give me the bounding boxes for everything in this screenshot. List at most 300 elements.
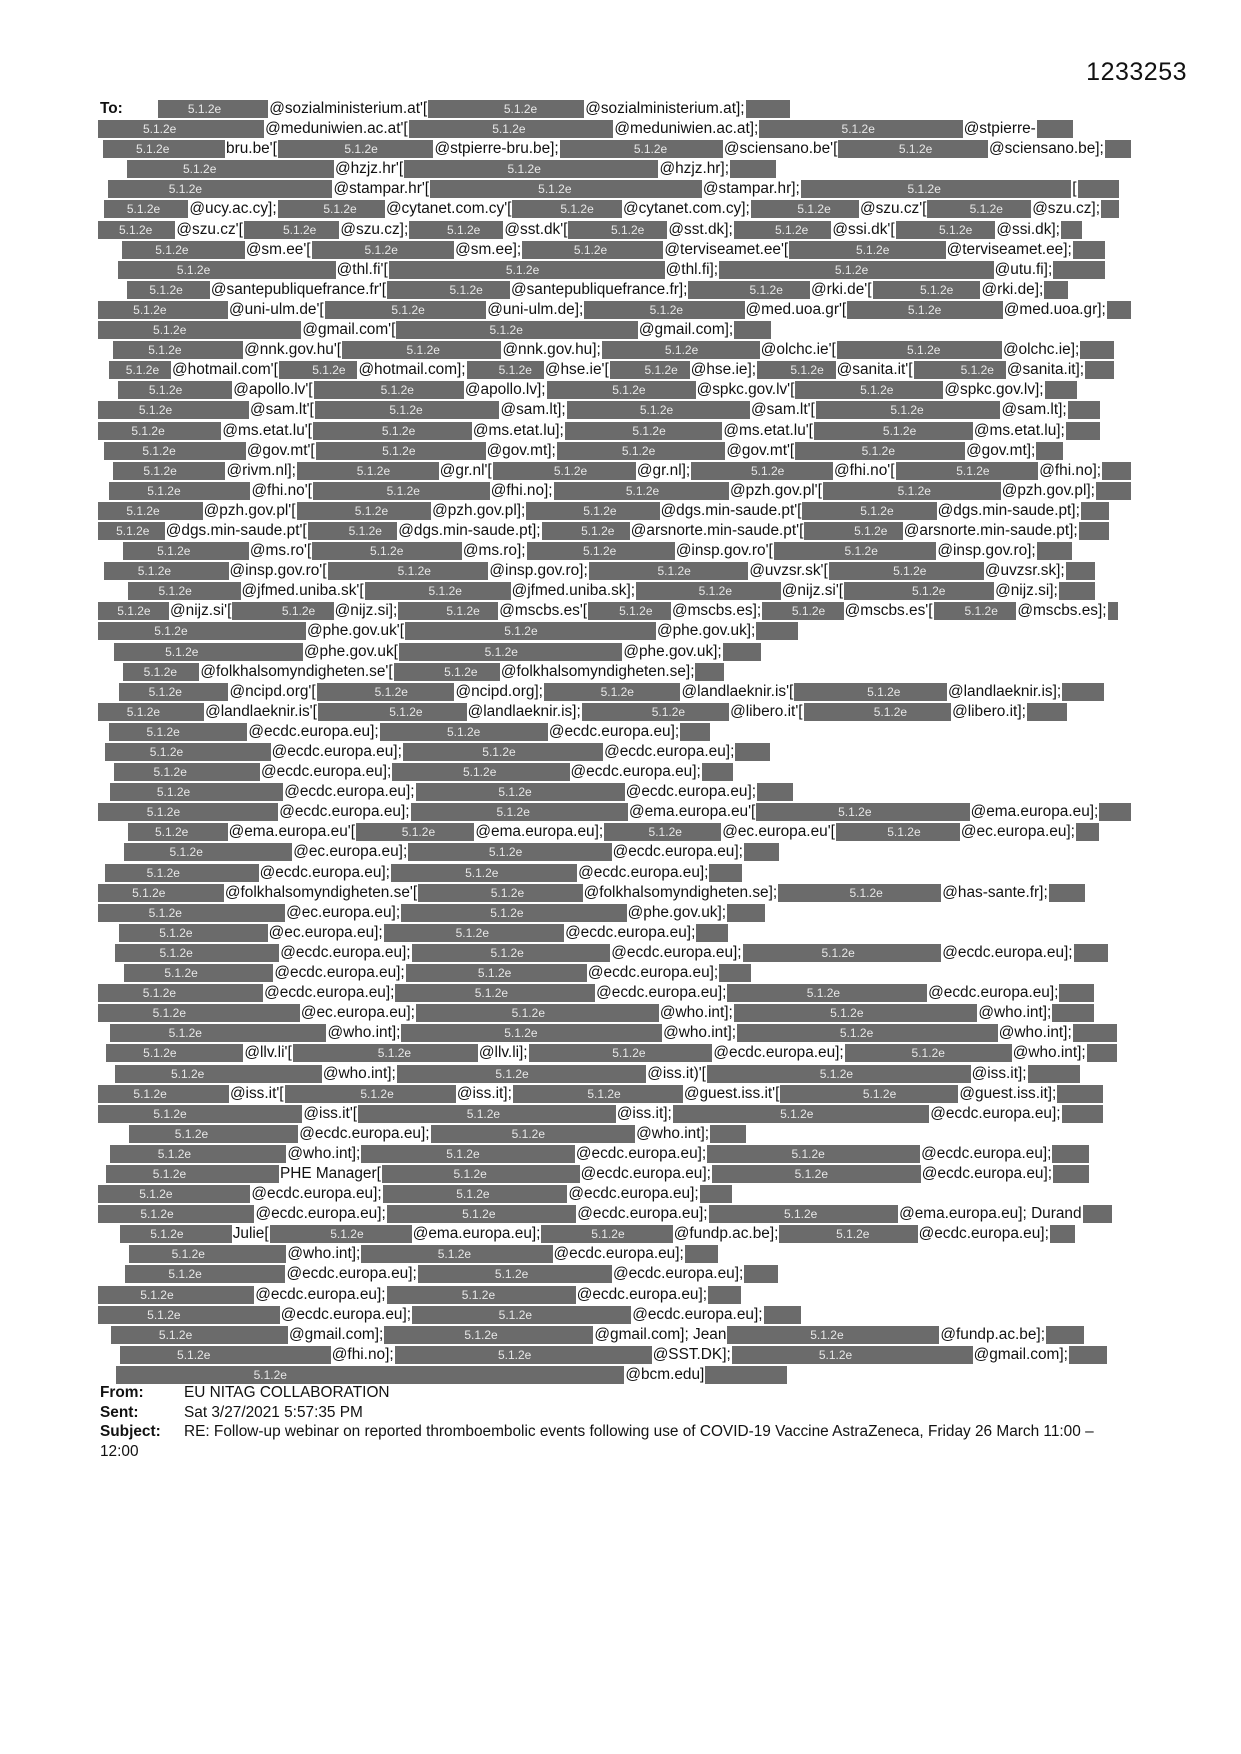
redaction-code: 5.1.2e — [171, 1247, 205, 1262]
redaction-code: 5.1.2e — [621, 443, 656, 458]
recipient-fragment: @nijz.si'[ — [781, 582, 844, 600]
recipient-line — [98, 863, 1131, 883]
recipient-line — [98, 240, 1131, 260]
recipient-fragment: @sanita.it]; — [1006, 361, 1085, 379]
redaction-code: 5.1.2e — [507, 162, 541, 177]
recipient-fragment: @ec.europa.eu]; — [960, 823, 1075, 841]
recipient-fragment: @iss.it]; — [616, 1104, 672, 1122]
redaction-code: 5.1.2e — [143, 463, 177, 478]
recipient-line — [98, 1305, 1131, 1325]
recipient-fragment: @ec.europa.eu]; — [293, 843, 408, 861]
redaction-code: 5.1.2e — [560, 202, 594, 217]
redaction-code: 5.1.2e — [619, 604, 653, 619]
recipient-line — [98, 621, 1131, 641]
recipient-fragment: @med.uoa.gr'[ — [745, 300, 847, 318]
to-label: To: — [100, 99, 127, 119]
recipient-fragment: @libero.it'[ — [730, 702, 803, 720]
recipient-fragment: @ecdc.europa.eu]; — [299, 1124, 430, 1142]
recipient-fragment: @dgs.min-saude.pt]; — [937, 501, 1080, 519]
recipient-fragment: @stpierre- — [963, 120, 1036, 138]
redaction-bar — [118, 261, 1105, 279]
redaction-code: 5.1.2e — [497, 1347, 532, 1362]
recipient-fragment: @insp.gov.ro]; — [489, 562, 588, 580]
recipient-fragment: @ecdc.europa.eu]; — [280, 943, 411, 961]
recipient-fragment: @gr.nl'[ — [439, 461, 492, 479]
redaction-code: 5.1.2e — [446, 1146, 480, 1161]
recipient-fragment: @hzjz.hr'[ — [334, 160, 404, 178]
redaction-code: 5.1.2e — [118, 222, 153, 237]
redaction-code: 5.1.2e — [862, 1086, 897, 1101]
recipient-fragment: @szu.cz'[ — [859, 200, 927, 218]
redaction-code: 5.1.2e — [380, 383, 414, 398]
recipient-line — [98, 1184, 1131, 1204]
redaction-code: 5.1.2e — [503, 102, 538, 116]
redaction-code: 5.1.2e — [183, 162, 217, 177]
redaction-code: 5.1.2e — [444, 664, 478, 679]
recipient-fragment: @apollo.lv]; — [464, 381, 546, 399]
recipient-fragment: @nijz.si'[ — [170, 602, 232, 620]
recipient-fragment: @jfmed.uniba.sk]; — [511, 582, 636, 600]
redaction-code: 5.1.2e — [860, 383, 894, 398]
redaction-code: 5.1.2e — [156, 785, 191, 800]
recipient-fragment: @ecdc.europa.eu]; — [612, 1265, 744, 1283]
recipient-fragment: @llv.li'[ — [244, 1044, 292, 1062]
redaction-code: 5.1.2e — [344, 142, 378, 157]
redaction-code: 5.1.2e — [126, 202, 161, 217]
recipient-fragment: @jfmed.uniba.sk'[ — [241, 582, 364, 600]
recipient-fragment: @ecdc.europa.eu]; — [284, 783, 415, 801]
redaction-code: 5.1.2e — [143, 1046, 177, 1061]
recipient-fragment: @hse.ie'[ — [544, 361, 609, 379]
redaction-code: 5.1.2e — [465, 865, 499, 880]
recipient-fragment: @gov.mt]; — [966, 441, 1036, 459]
recipient-fragment: @sam.lt'[ — [249, 401, 314, 419]
redaction-code: 5.1.2e — [453, 1166, 487, 1181]
redaction-code: 5.1.2e — [489, 323, 523, 338]
recipient-line — [98, 461, 1131, 481]
recipient-fragment: @landlaeknir.is'[ — [205, 702, 317, 720]
recipient-line — [98, 943, 1131, 963]
recipient-fragment: @sozialministerium.at]; — [585, 100, 745, 117]
recipient-fragment: @insp.gov.ro'[ — [229, 562, 327, 580]
recipient-fragment: @meduniwien.ac.at]; — [614, 120, 759, 138]
recipient-line — [98, 662, 1131, 682]
recipient-fragment: @ecdc.europa.eu]; — [286, 1265, 417, 1283]
redaction-code: 5.1.2e — [783, 1207, 818, 1222]
recipient-fragment: @who.int]; — [322, 1064, 396, 1082]
recipient-fragment: @fhi.no]; — [1039, 461, 1102, 479]
redaction-code: 5.1.2e — [142, 122, 177, 137]
recipient-fragment: @bcm.edu] — [625, 1365, 705, 1383]
redaction-code: 5.1.2e — [142, 986, 177, 1001]
recipient-fragment: @sm.ee]; — [455, 240, 522, 258]
redaction-code: 5.1.2e — [152, 1006, 186, 1021]
recipient-line — [98, 802, 1131, 822]
redaction-code: 5.1.2e — [806, 986, 841, 1001]
recipient-fragment: @ema.europa.eu'[ — [628, 803, 756, 821]
recipient-fragment: @olchc.ie]; — [1002, 341, 1080, 359]
subject-row — [100, 1422, 1100, 1461]
recipient-fragment: @ema.europa.eu]; — [475, 823, 604, 841]
redaction-code: 5.1.2e — [907, 343, 941, 358]
redaction-code: 5.1.2e — [153, 765, 187, 780]
redaction-code: 5.1.2e — [490, 945, 524, 960]
recipient-fragment: @ecdc.europa.eu]; — [565, 923, 696, 941]
redaction-code: 5.1.2e — [389, 403, 423, 418]
recipient-fragment: @terviseamet.ee'[ — [664, 240, 789, 258]
recipient-fragment: @olchc.ie'[ — [760, 341, 836, 359]
redaction-code: 5.1.2e — [504, 624, 538, 639]
recipient-fragment: @ecdc.europa.eu]; — [553, 1245, 684, 1263]
redaction-code: 5.1.2e — [466, 1106, 501, 1121]
redaction-code: 5.1.2e — [157, 1146, 192, 1161]
redaction-code: 5.1.2e — [142, 443, 176, 458]
recipient-line — [98, 702, 1131, 722]
from-row — [100, 1383, 1100, 1403]
redaction-code: 5.1.2e — [610, 222, 645, 237]
subject-value: RE: Follow-up webinar on reported thromboembolic events following use of COVID-19 Vaccine AstraZeneca, Friday 26 March 11:00 –12:00 — [100, 1423, 1094, 1460]
redaction-code: 5.1.2e — [143, 664, 178, 679]
redaction-code: 5.1.2e — [649, 302, 684, 317]
recipient-fragment: @ecdc.europa.eu]; — [921, 1164, 1053, 1182]
recipient-fragment: @ecdc.europa.eu]; — [580, 1164, 711, 1182]
recipient-line — [98, 822, 1131, 842]
redaction-code: 5.1.2e — [956, 463, 990, 478]
recipient-fragment: @gr.nl]; — [636, 461, 691, 479]
recipient-line — [98, 963, 1131, 983]
recipient-fragment: @gmail.com'[ — [302, 321, 396, 339]
redaction-code: 5.1.2e — [861, 443, 895, 458]
recipient-line — [98, 360, 1131, 380]
recipients-block — [98, 99, 1131, 1399]
recipient-line — [98, 1345, 1131, 1365]
recipient-fragment: @who.int]; — [287, 1245, 361, 1263]
recipient-fragment: @folkhalsomyndigheten.se]; — [583, 883, 778, 901]
recipient-fragment: @phe.gov.uk[ — [303, 642, 398, 660]
recipient-line — [98, 782, 1131, 802]
recipient-fragment: @uvzsr.sk'[ — [749, 562, 828, 580]
redaction-code: 5.1.2e — [153, 1106, 187, 1121]
recipient-fragment: @dgs.min-saude.pt]; — [398, 521, 541, 539]
redaction-code: 5.1.2e — [401, 825, 436, 840]
recipient-fragment: @phe.gov.uk'[ — [306, 622, 404, 640]
recipient-fragment: @nijz.si]; — [995, 582, 1058, 600]
redaction-code: 5.1.2e — [838, 805, 872, 820]
recipient-line — [98, 300, 1131, 320]
recipient-fragment: @sam.lt'[ — [750, 401, 815, 419]
redaction-code: 5.1.2e — [158, 1327, 193, 1342]
recipient-fragment: @fundp.ac.be]; — [673, 1225, 779, 1243]
recipient-fragment: @mscbs.es'[ — [499, 602, 588, 620]
redaction-bar — [98, 221, 1082, 239]
recipient-fragment: [ — [1072, 180, 1077, 198]
redaction-code: 5.1.2e — [964, 604, 998, 619]
recipient-fragment: @ema.europa.eu]; — [412, 1225, 541, 1243]
recipient-fragment: @szu.cz]; — [1032, 200, 1100, 218]
recipient-line — [98, 280, 1131, 300]
redaction-code: 5.1.2e — [600, 684, 634, 699]
redaction-code: 5.1.2e — [495, 1066, 529, 1081]
recipient-line — [98, 1124, 1131, 1144]
recipient-fragment: @ecdc.europa.eu]; — [918, 1225, 1049, 1243]
recipient-fragment: @who.int]; — [659, 1004, 733, 1022]
recipient-line — [98, 842, 1131, 862]
redaction-code: 5.1.2e — [969, 202, 1003, 217]
recipient-fragment: @sciensano.be'[ — [723, 140, 838, 158]
redaction-code: 5.1.2e — [849, 885, 883, 900]
recipient-line — [98, 1084, 1131, 1104]
recipient-fragment: @ecdc.europa.eu]; — [576, 1285, 707, 1303]
redaction-code: 5.1.2e — [648, 825, 682, 840]
redaction-code: 5.1.2e — [146, 724, 180, 739]
redaction-code: 5.1.2e — [836, 1227, 870, 1242]
recipient-fragment: @stpierre-bru.be]; — [434, 140, 559, 158]
recipient-line — [98, 340, 1131, 360]
recipient-fragment: @sam.lt]; — [500, 401, 566, 419]
recipient-fragment: @folkhalsomyndigheten.se]; — [500, 662, 695, 680]
recipient-line — [98, 1164, 1131, 1184]
redaction-code: 5.1.2e — [504, 1026, 538, 1041]
recipient-fragment: @ecdc.europa.eu]; — [255, 1205, 386, 1223]
redaction-code: 5.1.2e — [797, 202, 831, 217]
recipient-fragment: @ecdc.europa.eu]; — [942, 943, 1073, 961]
recipient-fragment: @gmail.com]; — [973, 1345, 1068, 1363]
redaction-code: 5.1.2e — [553, 463, 588, 478]
redaction-code: 5.1.2e — [152, 1166, 187, 1181]
recipient-line — [98, 159, 1131, 179]
recipient-fragment: @ec.europa.eu]; — [300, 1004, 415, 1022]
redaction-code: 5.1.2e — [912, 584, 946, 599]
recipient-line — [98, 380, 1131, 400]
recipient-fragment: @gmail.com]; — [638, 321, 734, 339]
recipient-fragment: @guest.iss.it'[ — [683, 1084, 780, 1102]
recipient-fragment: @ecdc.europa.eu]; — [568, 1185, 699, 1203]
recipient-fragment: @uni-ulm.de'[ — [229, 300, 324, 318]
recipient-fragment: @sst.dk'[ — [504, 220, 568, 238]
redaction-code: 5.1.2e — [830, 1006, 864, 1021]
recipient-fragment: @ecdc.europa.eu]; — [575, 1144, 707, 1162]
redaction-code: 5.1.2e — [860, 503, 894, 518]
redaction-code: 5.1.2e — [377, 1046, 412, 1061]
redaction-code: 5.1.2e — [330, 1227, 364, 1242]
recipient-fragment: @meduniwien.ac.at'[ — [265, 120, 408, 138]
recipient-fragment: @phe.gov.uk]; — [623, 642, 722, 660]
redaction-code: 5.1.2e — [136, 142, 170, 157]
redaction-code: 5.1.2e — [356, 463, 391, 478]
recipient-fragment: @ecdc.europa.eu]; — [264, 984, 395, 1002]
redaction-code: 5.1.2e — [750, 463, 785, 478]
recipient-fragment: @who.int]; — [1012, 1044, 1086, 1062]
redaction-code: 5.1.2e — [841, 122, 875, 137]
recipient-fragment: @sanita.it'[ — [836, 361, 913, 379]
recipient-fragment: @ecdc.europa.eu]; — [612, 843, 743, 861]
redaction-code: 5.1.2e — [165, 644, 199, 659]
redaction-code: 5.1.2e — [960, 363, 994, 378]
recipient-fragment: @ecdc.europa.eu]; — [248, 722, 379, 740]
recipient-fragment: @folkhalsomyndigheten.se'[ — [224, 883, 418, 901]
recipient-line — [98, 400, 1131, 420]
redaction-code: 5.1.2e — [612, 383, 646, 398]
redaction-bar — [115, 1065, 1080, 1083]
redaction-code: 5.1.2e — [882, 423, 917, 438]
recipient-fragment: @ucy.ac.cy]; — [189, 200, 277, 218]
redaction-code: 5.1.2e — [149, 745, 184, 759]
recipient-fragment: @libero.it]; — [952, 702, 1026, 720]
recipient-line — [98, 99, 1131, 119]
recipient-line — [98, 260, 1131, 280]
redaction-code: 5.1.2e — [125, 363, 160, 378]
recipient-fragment: @thl.fi'[ — [336, 260, 388, 278]
redaction-code: 5.1.2e — [484, 644, 518, 659]
redaction-code: 5.1.2e — [810, 1327, 844, 1342]
redaction-code: 5.1.2e — [873, 704, 908, 719]
recipient-fragment: @ecdc.europa.eu]; — [259, 863, 390, 881]
redaction-code: 5.1.2e — [791, 604, 826, 619]
recipient-line — [98, 923, 1131, 943]
recipient-fragment: @ecdc.europa.eu]; — [930, 1104, 1061, 1122]
recipient-line — [98, 1023, 1131, 1043]
redaction-code: 5.1.2e — [348, 523, 382, 538]
redaction-code: 5.1.2e — [177, 1347, 211, 1362]
recipient-fragment: @has-sante.fr]; — [942, 883, 1048, 901]
redaction-code: 5.1.2e — [498, 785, 532, 800]
recipient-fragment: @rki.de]; — [981, 280, 1044, 298]
redaction-code: 5.1.2e — [477, 966, 512, 981]
recipient-fragment: @ec.europa.eu]; — [286, 903, 401, 921]
redaction-code: 5.1.2e — [133, 1086, 167, 1101]
recipient-fragment: @ms.etat.lu]; — [973, 421, 1065, 439]
recipient-fragment: @gov.mt]; — [486, 441, 556, 459]
redaction-code: 5.1.2e — [374, 684, 408, 699]
recipient-fragment: @ema.europa.eu]; — [970, 803, 1099, 821]
redaction-code: 5.1.2e — [139, 1187, 173, 1202]
recipient-line — [98, 581, 1131, 601]
recipient-fragment: @sam.lt]; — [1001, 401, 1067, 419]
redaction-code: 5.1.2e — [446, 222, 481, 237]
redaction-code: 5.1.2e — [312, 363, 346, 378]
redaction-code: 5.1.2e — [159, 925, 193, 940]
redaction-code: 5.1.2e — [657, 564, 691, 579]
redaction-code: 5.1.2e — [907, 182, 941, 197]
recipient-fragment: @santepubliquefrance.fr'[ — [210, 280, 387, 298]
recipient-fragment: @fundp.ac.be]; — [940, 1325, 1045, 1343]
recipient-fragment: @iss.it]; — [456, 1084, 512, 1102]
recipient-fragment: @arsnorte.min-saude.pt]; — [903, 521, 1078, 539]
recipient-fragment: @terviseamet.ee]; — [946, 240, 1072, 258]
redaction-code: 5.1.2e — [456, 1187, 490, 1202]
recipient-line — [98, 139, 1131, 159]
redaction-code: 5.1.2e — [625, 483, 660, 498]
redaction-code: 5.1.2e — [639, 403, 674, 418]
recipient-fragment: @ecdc.europa.eu]; — [274, 964, 405, 982]
redaction-code: 5.1.2e — [150, 1227, 184, 1242]
recipient-fragment: @phe.gov.uk]; — [627, 903, 727, 921]
recipient-line — [98, 1003, 1131, 1023]
redaction-code: 5.1.2e — [370, 544, 404, 559]
redaction-code: 5.1.2e — [164, 966, 198, 981]
recipient-fragment: @ms.etat.lu]; — [472, 421, 564, 439]
redaction-code: 5.1.2e — [148, 905, 182, 920]
recipient-fragment: @ecdc.europa.eu]; — [570, 763, 701, 781]
recipient-fragment: @iss.it]; — [971, 1064, 1027, 1082]
redaction-code: 5.1.2e — [149, 282, 183, 297]
recipient-line — [98, 541, 1131, 561]
redaction-code: 5.1.2e — [774, 222, 809, 237]
recipient-fragment: Julie[ — [232, 1225, 269, 1243]
redaction-code: 5.1.2e — [323, 202, 357, 217]
recipient-fragment: @gov.mt'[ — [726, 441, 795, 459]
recipient-line — [98, 1043, 1131, 1063]
recipient-fragment: @dgs.min-saude.pt'[ — [165, 521, 307, 539]
recipient-fragment: @ms.etat.lu'[ — [222, 421, 312, 439]
recipient-fragment: @who.int]; — [663, 1024, 737, 1042]
redaction-code: 5.1.2e — [844, 544, 878, 559]
subject-label: Subject: — [100, 1423, 161, 1440]
redaction-code: 5.1.2e — [168, 182, 203, 197]
recipient-line — [98, 722, 1131, 742]
redaction-code: 5.1.2e — [490, 885, 525, 900]
redaction-code: 5.1.2e — [446, 604, 480, 619]
redaction-code: 5.1.2e — [919, 282, 954, 297]
recipient-fragment: @rki.de'[ — [811, 280, 872, 298]
recipient-fragment: @santepubliquefrance.fr]; — [510, 280, 688, 298]
redaction-code: 5.1.2e — [644, 363, 678, 378]
redaction-code: 5.1.2e — [148, 684, 182, 699]
recipient-line — [98, 1285, 1131, 1305]
recipient-fragment: @ecdc.europa.eu]; — [632, 1305, 763, 1323]
redaction-code: 5.1.2e — [146, 805, 181, 820]
document-number: 1233253 — [1086, 58, 1187, 86]
redaction-code: 5.1.2e — [169, 845, 203, 860]
recipient-line — [98, 320, 1131, 340]
redaction-code: 5.1.2e — [437, 1247, 472, 1262]
redaction-code: 5.1.2e — [137, 564, 172, 579]
recipient-fragment: @hzjz.hr]; — [659, 160, 729, 178]
redaction-code: 5.1.2e — [890, 403, 924, 418]
recipient-fragment: @ecdc.europa.eu]; — [604, 743, 735, 760]
redaction-code: 5.1.2e — [170, 1066, 205, 1081]
recipient-line — [98, 481, 1131, 501]
redaction-code: 5.1.2e — [587, 1086, 621, 1101]
recipient-fragment: @ema.europa.eu]; Durand — [899, 1205, 1082, 1223]
redaction-code: 5.1.2e — [633, 142, 668, 157]
redaction-code: 5.1.2e — [492, 122, 526, 137]
recipient-fragment: @ec.europa.eu]; — [268, 923, 383, 941]
redaction-code: 5.1.2e — [132, 885, 166, 900]
redaction-code: 5.1.2e — [749, 282, 783, 297]
sent-label: Sent: — [100, 1403, 139, 1421]
redaction-code: 5.1.2e — [698, 584, 733, 599]
recipient-fragment: @who.int]; — [978, 1004, 1052, 1022]
recipient-line — [98, 421, 1131, 441]
recipient-fragment: @rivm.nl]; — [226, 461, 296, 479]
redaction-code: 5.1.2e — [386, 483, 420, 498]
redaction-code: 5.1.2e — [391, 302, 425, 317]
redaction-code: 5.1.2e — [153, 323, 187, 338]
recipient-fragment: @who.int]; — [287, 1144, 361, 1162]
recipient-line — [98, 441, 1131, 461]
recipient-line — [98, 1204, 1131, 1224]
recipient-fragment: @iss.it'[ — [303, 1104, 358, 1122]
recipient-fragment: @apollo.lv'[ — [233, 381, 313, 399]
recipient-fragment: @ecdc.europa.eu]; — [279, 803, 410, 821]
recipient-fragment: @hotmail.com'[ — [172, 361, 278, 379]
redaction-code: 5.1.2e — [938, 222, 973, 237]
redaction-code: 5.1.2e — [490, 905, 524, 920]
recipient-fragment: @ms.ro]; — [462, 542, 526, 560]
redaction-code: 5.1.2e — [612, 1046, 646, 1061]
recipient-fragment: @ecdc.europa.eu]; — [611, 943, 742, 961]
